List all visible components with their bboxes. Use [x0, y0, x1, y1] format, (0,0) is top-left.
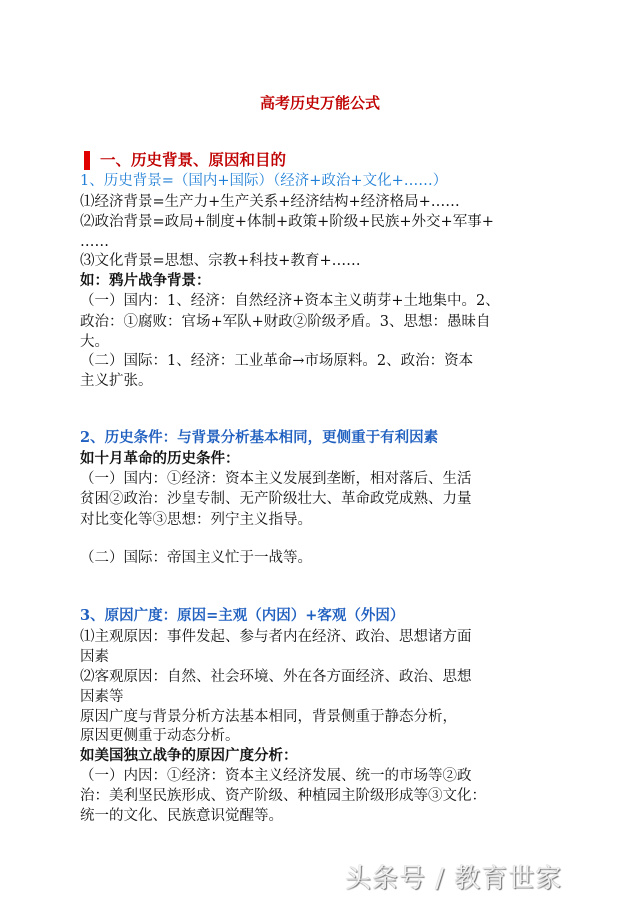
example-title: 如美国独立战争的原因广度分析：	[80, 747, 298, 764]
text-line: （二）国际：帝国主义忙于一战等。	[80, 550, 312, 566]
text-line: 对比变化等③思想：列宁主义指导。	[80, 512, 312, 528]
text-line: （一）内因：①经济：资本主义经济发展、统一的市场等②政	[80, 768, 472, 784]
text-line: 贫困②政治：沙皇专制、无产阶级壮大、革命政党成熟、力量	[80, 491, 472, 507]
text-line: 统一的文化、民族意识觉醒等。	[80, 808, 283, 824]
text-line: ……	[80, 234, 109, 250]
text-line: （一）国内：①经济：资本主义发展到垄断，相对落后、生活	[80, 471, 472, 487]
section-3-heading: 3、原因广度：原因=主观（内因）+客观（外因）	[80, 607, 405, 624]
text-line: （二）国际：1、经济：工业革命→市场原料。2、政治：资本	[80, 353, 474, 369]
text-line: 主义扩张。	[80, 373, 153, 389]
page-title: 高考历史万能公式	[259, 94, 380, 112]
section-1-subheading: 1、历史背景=（国内+国际）（经济+政治+文化+……）	[80, 173, 448, 189]
text-line: 治：美利坚民族形成、资产阶级、种植园主阶级形成等③文化：	[80, 788, 486, 804]
example-title: 如十月革命的历史条件：	[80, 450, 240, 467]
example-title: 如：鸦片战争背景：	[80, 272, 211, 289]
text-line: ⑴经济背景=生产力+生产关系+经济结构+经济格局+……	[80, 194, 460, 210]
text-line: 因素	[80, 649, 109, 665]
text-line: 原因更侧重于动态分析。	[80, 728, 240, 744]
text-line: 因素等	[80, 689, 124, 705]
text-line: ⑶文化背景=思想、宗教+科技+教育+……	[80, 253, 361, 269]
text-line: 政治：①腐败：官场+军队+财政②阶级矛盾。3、思想：愚昧自	[80, 314, 491, 330]
section-2-heading: 2、历史条件：与背景分析基本相同，更侧重于有利因素	[80, 429, 439, 446]
text-line: ⑴主观原因：事件发起、参与者内在经济、政治、思想诸方面	[80, 629, 472, 645]
text-line: （一）国内：1、经济：自然经济+资本主义萌芽+土地集中。2、	[80, 293, 500, 309]
text-line: ⑵政治背景=政局+制度+体制+政策+阶级+民族+外交+军事+	[80, 214, 494, 230]
section-marker	[84, 151, 90, 170]
text-line: 原因广度与背景分析方法基本相同，背景侧重于静态分析，	[80, 709, 457, 725]
section-1-heading: 一、历史背景、原因和目的	[100, 150, 287, 169]
text-line: ⑵客观原因：自然、社会环境、外在各方面经济、政治、思想	[80, 669, 472, 685]
watermark: 头条号 / 教育世家	[345, 864, 563, 894]
text-line: 大。	[80, 334, 109, 350]
